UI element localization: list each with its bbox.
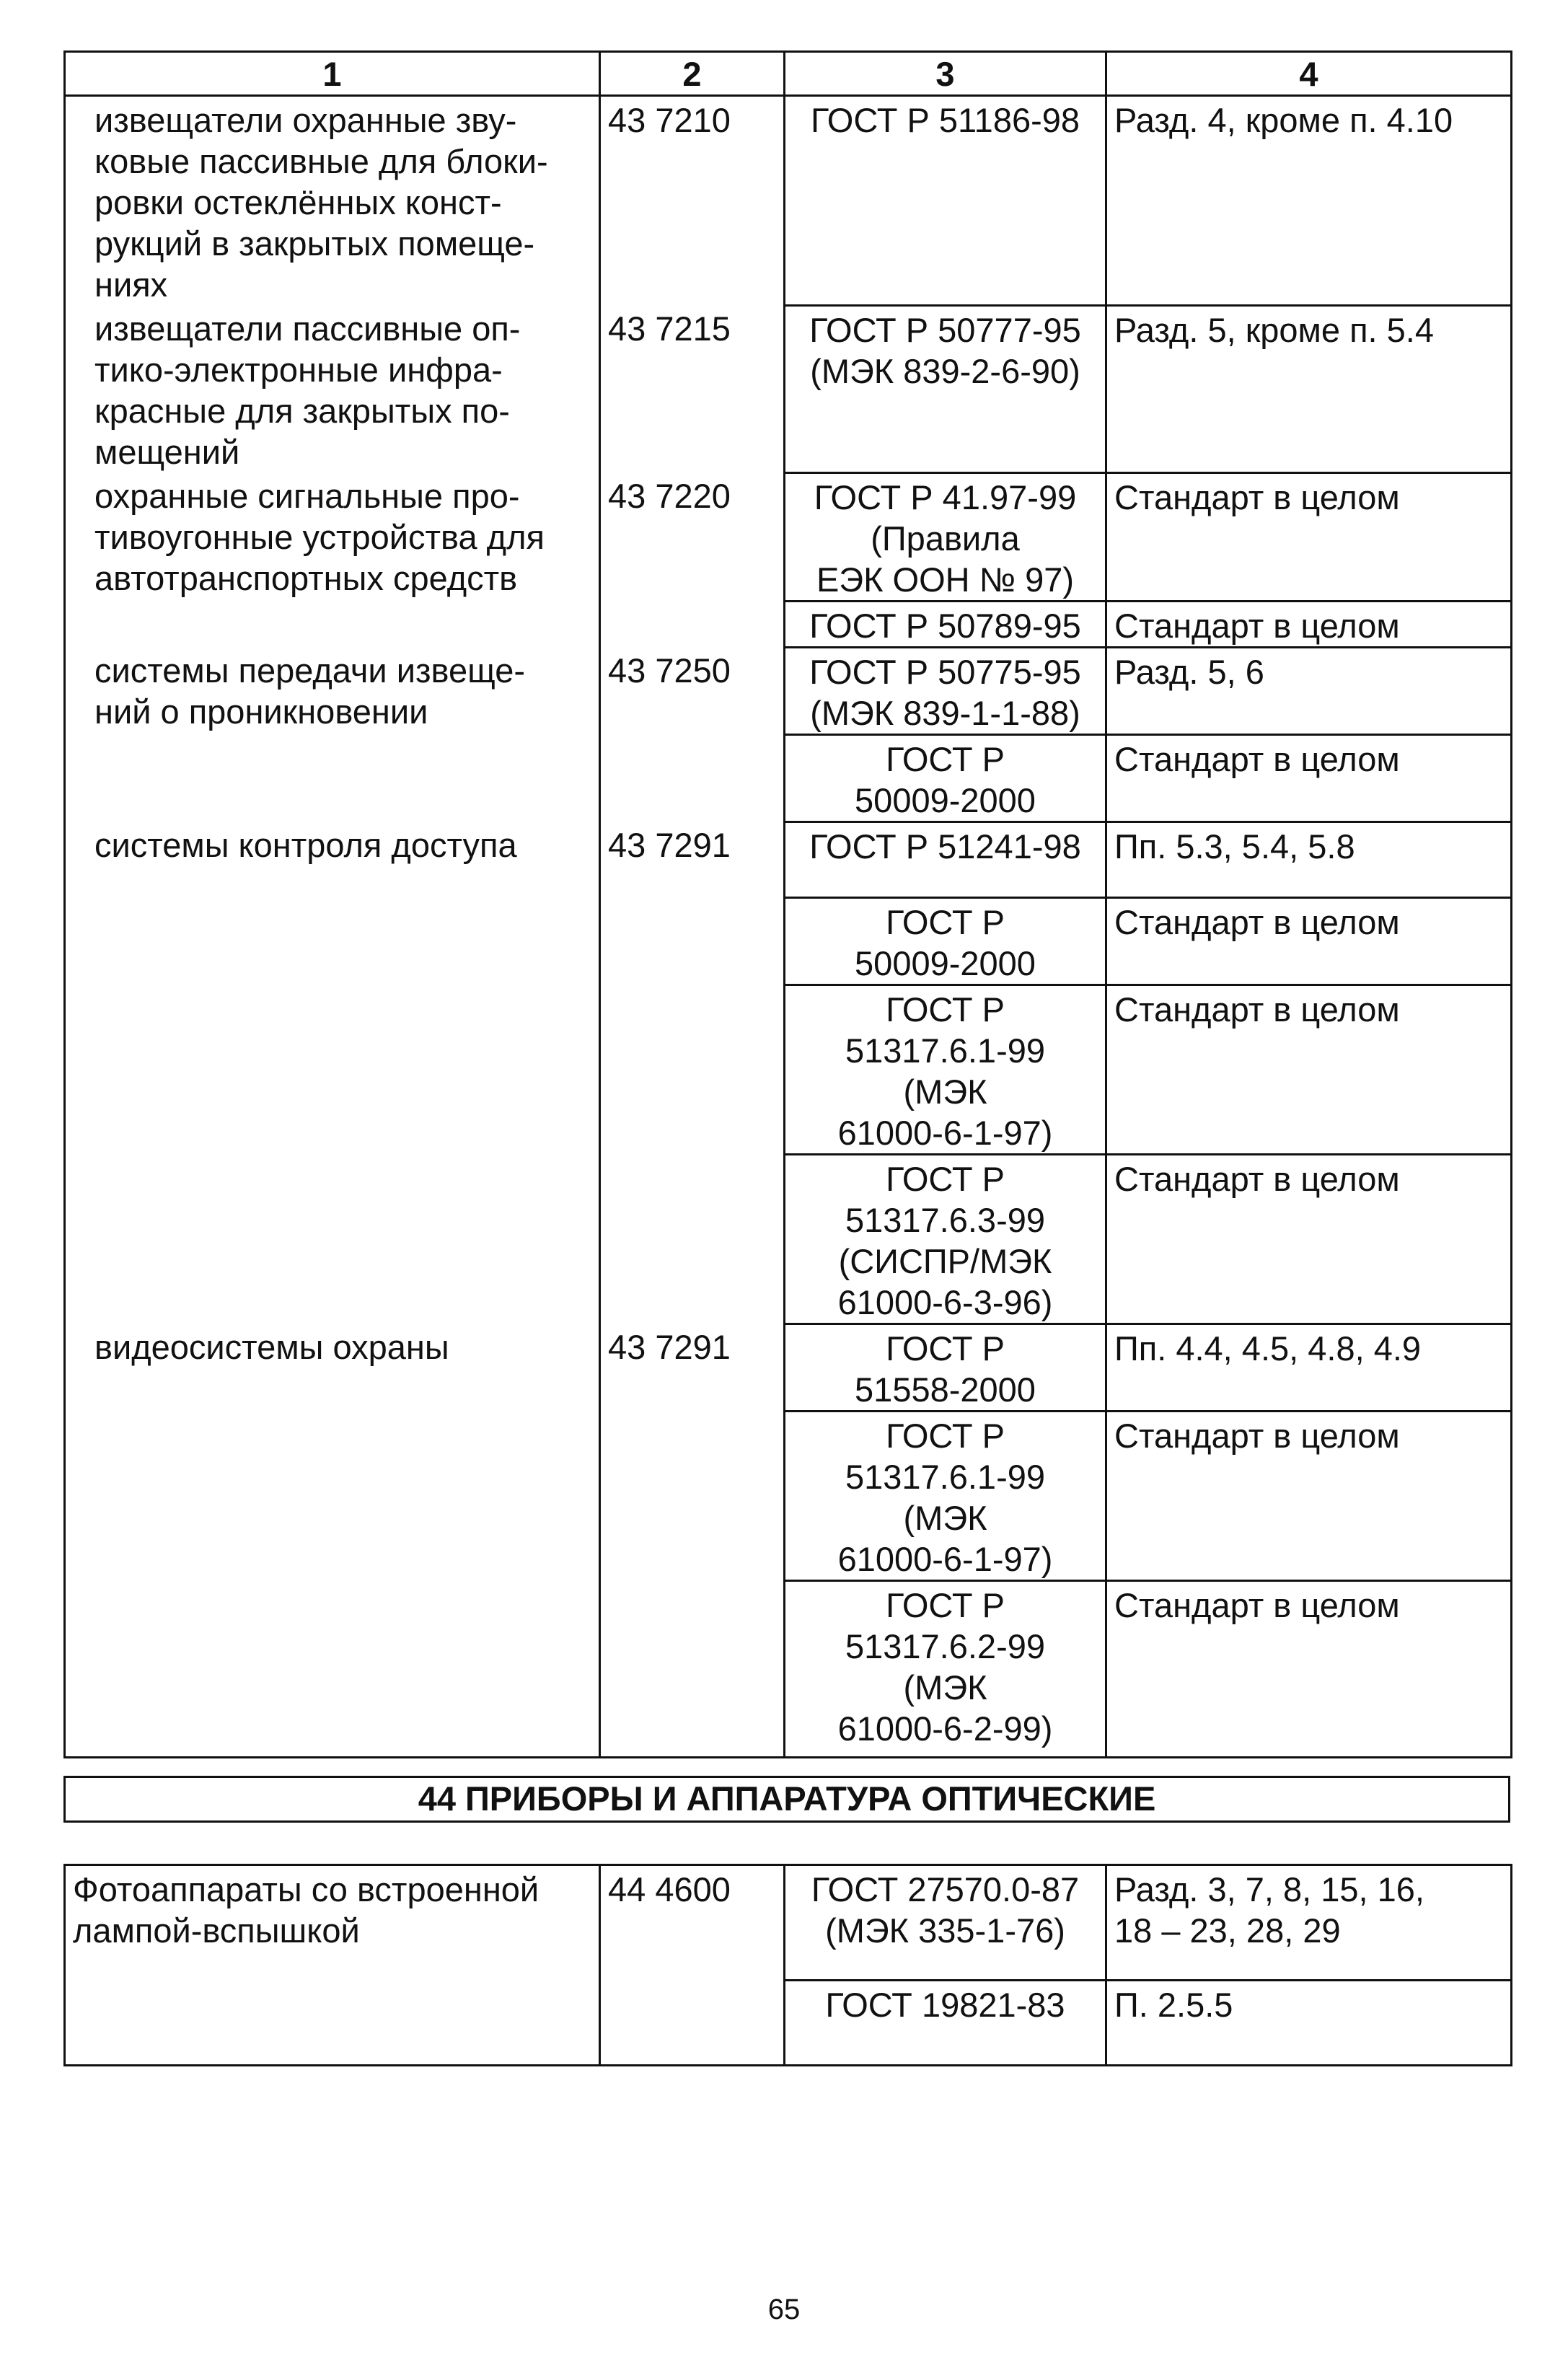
standard-ref: ГОСТ Р 50009-2000 [785, 734, 1106, 822]
requirement: Стандарт в целом [1106, 472, 1512, 601]
page-number: 65 [767, 2294, 801, 2325]
table-header-row [65, 52, 1512, 96]
requirement: Пп. 4.4, 4.5, 4.8, 4.9 [1106, 1324, 1512, 1411]
requirement: Разд. 4, кроме п. 4.10 [1106, 96, 1512, 306]
table-row [65, 822, 1512, 897]
product-code: 43 7220 [600, 472, 785, 647]
standard-ref: ГОСТ Р 41.97-99 (Правила ЕЭК ООН № 97) [785, 472, 1106, 601]
product-code: 43 7291 [600, 1324, 785, 1757]
requirement: Стандарт в целом [1106, 1580, 1512, 1757]
product-code: 43 7291 [600, 822, 785, 1324]
requirement: Стандарт в целом [1106, 1154, 1512, 1324]
requirement: Пп. 5.3, 5.4, 5.8 [1106, 822, 1512, 897]
standard-ref: ГОСТ Р 50789-95 [785, 601, 1106, 647]
standard-ref: ГОСТ Р 51241-98 [785, 822, 1106, 897]
table-row [65, 1324, 1512, 1411]
product-name: извещатели охранные зву- ковые пассивные для блоки- ровки остеклённых конст- рукций в закрытых помеще- ниях [65, 96, 600, 306]
standard-ref: ГОСТ Р 51317.6.1-99 (МЭК 61000-6-1-97) [785, 1411, 1106, 1580]
header-col-2: 2 [600, 52, 785, 96]
table-row [65, 472, 1512, 601]
product-name: видеосистемы охраны [65, 1324, 600, 1757]
requirement: Разд. 5, 6 [1106, 647, 1512, 734]
product-name: охранные сигнальные про- тивоугонные устройства для автотранспортных средств [65, 472, 600, 647]
standard-ref: ГОСТ Р 50775-95 (МЭК 839-1-1-88) [785, 647, 1106, 734]
standard-ref: ГОСТ Р 51317.6.3-99 (СИСПР/МЭК 61000-6-3-96) [785, 1154, 1106, 1324]
product-code: 43 7215 [600, 305, 785, 472]
standard-ref: ГОСТ Р 50009-2000 [785, 897, 1106, 985]
standard-ref: ГОСТ 27570.0-87 (МЭК 335-1-76) [785, 1865, 1106, 1981]
requirement: Разд. 3, 7, 8, 15, 16, 18 – 23, 28, 29 [1106, 1865, 1512, 1981]
product-code: 44 4600 [600, 1865, 785, 2066]
header-col-3: 3 [785, 52, 1106, 96]
product-name: системы передачи извеще- ний о проникновении [65, 647, 600, 822]
header-col-4: 4 [1106, 52, 1512, 96]
optics-table [63, 1864, 1512, 2066]
requirement: П. 2.5.5 [1106, 1981, 1512, 2066]
header-col-1: 1 [65, 52, 600, 96]
standard-ref: ГОСТ Р 51317.6.1-99 (МЭК 61000-6-1-97) [785, 985, 1106, 1154]
table-row [65, 1865, 1512, 1981]
requirement: Стандарт в целом [1106, 897, 1512, 985]
standard-ref: ГОСТ Р 50777-95 (МЭК 839-2-6-90) [785, 305, 1106, 472]
standard-ref: ГОСТ 19821-83 [785, 1981, 1106, 2066]
requirement: Стандарт в целом [1106, 734, 1512, 822]
table-row [65, 647, 1512, 734]
standards-table [63, 50, 1512, 1758]
standard-ref: ГОСТ Р 51317.6.2-99 (МЭК 61000-6-2-99) [785, 1580, 1106, 1757]
requirement: Разд. 5, кроме п. 5.4 [1106, 305, 1512, 472]
requirement: Стандарт в целом [1106, 601, 1512, 647]
product-code: 43 7210 [600, 96, 785, 306]
requirement: Стандарт в целом [1106, 1411, 1512, 1580]
standard-ref: ГОСТ Р 51558-2000 [785, 1324, 1106, 1411]
table-row [65, 96, 1512, 306]
section-title: 44 ПРИБОРЫ И АППАРАТУРА ОПТИЧЕСКИЕ [63, 1776, 1510, 1823]
table-row [65, 305, 1512, 472]
standard-ref: ГОСТ Р 51186-98 [785, 96, 1106, 306]
product-name: извещатели пассивные оп- тико-электронные инфра- красные для закрытых по- мещений [65, 305, 600, 472]
product-code: 43 7250 [600, 647, 785, 822]
product-name: Фотоаппараты со встроенной лампой-вспышкой [65, 1865, 600, 2066]
requirement: Стандарт в целом [1106, 985, 1512, 1154]
product-name: системы контроля доступа [65, 822, 600, 1324]
